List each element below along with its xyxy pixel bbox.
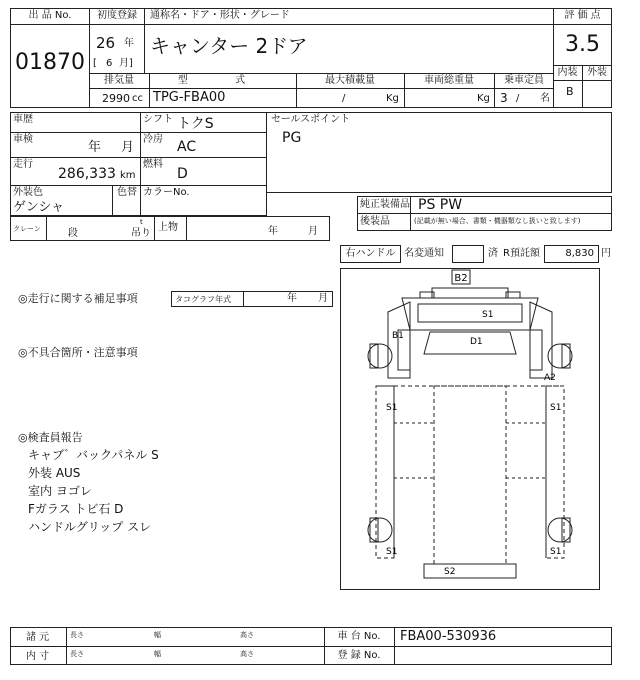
chassis-number: FBA00-530936 bbox=[400, 629, 497, 644]
tachograph-year-unit: 年 bbox=[287, 293, 297, 304]
right-hand-drive: 右ハンドル bbox=[345, 248, 396, 259]
gross-weight-unit: Kg bbox=[477, 93, 490, 104]
registration-month-unit: 月] bbox=[119, 58, 133, 69]
fuel: D bbox=[177, 166, 188, 182]
fuel-label: 燃料 bbox=[143, 159, 163, 170]
capacity-unit: 名 bbox=[540, 93, 550, 104]
registration-year-unit: 年 bbox=[124, 38, 134, 49]
size-label: 内 寸 bbox=[26, 651, 50, 662]
inspector-report-label: ◎検査員報告 bbox=[18, 431, 83, 444]
registration-number-label: 登 録 No. bbox=[337, 650, 381, 661]
max-load-label: 最大積載量 bbox=[325, 75, 375, 86]
inspector-line: ハンドルグリップ スレ bbox=[28, 520, 152, 534]
inspection-label: 車検 bbox=[13, 134, 33, 145]
capacity-separator: / bbox=[516, 93, 520, 104]
displacement-label: 排気量 bbox=[104, 75, 134, 86]
color-change-label: 色替 bbox=[117, 187, 137, 198]
mileage-label: 走行 bbox=[13, 159, 33, 170]
ac-label: 冷房 bbox=[143, 134, 163, 145]
model-name-label: 通称名・ドア・形状・グレード bbox=[150, 10, 290, 21]
name-change-box bbox=[452, 245, 484, 263]
tachograph-label: タコグラフ年式 bbox=[175, 295, 231, 304]
damage-mark: A2 bbox=[544, 373, 556, 383]
damage-mark: S1 bbox=[482, 310, 494, 320]
damage-mark: B1 bbox=[392, 331, 404, 341]
sales-point-label: セールスポイント bbox=[271, 114, 351, 125]
sales-point: PG bbox=[282, 130, 302, 146]
inspector-line: 室内 ヨゴレ bbox=[28, 484, 92, 498]
inspector-line: 外装 AUS bbox=[28, 466, 81, 480]
height-label: 高さ bbox=[240, 631, 254, 639]
inspector-line: Fガラス トビ石 D bbox=[28, 502, 124, 516]
displacement-unit: cc bbox=[132, 93, 143, 104]
color-code-label: カラーNo. bbox=[143, 187, 190, 198]
registration-label: 初度登録 bbox=[97, 10, 137, 21]
model-code: TPG-FBA00 bbox=[153, 90, 226, 105]
score-label: 評 価 点 bbox=[564, 10, 601, 21]
aftermarket-label: 後装品 bbox=[360, 216, 390, 227]
damage-mark: D1 bbox=[470, 337, 483, 347]
ac: AC bbox=[177, 139, 197, 155]
score: 3.5 bbox=[565, 32, 600, 57]
length-label: 長さ bbox=[70, 650, 84, 658]
max-load-unit: Kg bbox=[386, 93, 399, 104]
history-label: 車歴 bbox=[13, 114, 33, 125]
damage-mark: S1 bbox=[386, 403, 398, 413]
damage-mark: S1 bbox=[550, 547, 562, 557]
equipment: PS PW bbox=[418, 197, 463, 213]
lot-number: 01870 bbox=[15, 50, 85, 75]
registration-year: 26 bbox=[96, 34, 116, 52]
body-year-unit: 年 bbox=[268, 226, 278, 237]
gross-weight-label: 車両総重量 bbox=[424, 75, 474, 86]
registration-month: 6 bbox=[106, 58, 113, 69]
recycle-label: R預託額 bbox=[503, 248, 540, 259]
inspector-report-lines bbox=[28, 446, 159, 536]
displacement: 2990 bbox=[102, 92, 130, 105]
driving-notes-label: ◎走行に関する補足事項 bbox=[18, 292, 138, 305]
body-month-unit: 月 bbox=[308, 226, 318, 237]
chassis-number-label: 車 台 No. bbox=[337, 631, 381, 642]
shift-label: シフト bbox=[143, 114, 173, 125]
defects-label: ◎不具合箇所・注意事項 bbox=[18, 346, 138, 359]
color-label: 外装色 bbox=[13, 187, 43, 198]
capacity-label: 乗車定員 bbox=[504, 75, 544, 86]
inspector-line: キャブ゛バックパネル S bbox=[28, 448, 159, 462]
damage-mark: B2 bbox=[454, 273, 468, 284]
damage-mark: S1 bbox=[550, 403, 562, 413]
shift: トクS bbox=[177, 116, 214, 132]
mileage-unit: km bbox=[120, 170, 136, 181]
recycle-amount: 8,830 bbox=[565, 248, 594, 259]
equipment-label: 純正装備品 bbox=[360, 199, 410, 210]
capacity: 3 bbox=[500, 91, 508, 105]
damage-mark: S1 bbox=[386, 547, 398, 557]
inspection-month-unit: 月 bbox=[121, 140, 135, 155]
registration-month-open: [ bbox=[93, 58, 97, 69]
interior-grade: B bbox=[566, 85, 574, 98]
recycle-mark: 済 bbox=[488, 248, 498, 259]
recycle-unit: 円 bbox=[601, 248, 611, 259]
crane-stage-unit: 段 bbox=[68, 228, 78, 239]
color: ゲンシャ bbox=[13, 200, 65, 215]
width-label: 幅 bbox=[154, 650, 161, 658]
interior-grade-label: 内装 bbox=[557, 67, 578, 78]
mileage: 286,333 bbox=[58, 166, 116, 182]
max-load-separator: / bbox=[342, 93, 346, 104]
crane-lift-unit: 吊り bbox=[131, 228, 151, 239]
inspection-year-unit: 年 bbox=[88, 140, 102, 155]
crane-label: クレーン bbox=[13, 225, 41, 233]
damage-mark: S2 bbox=[444, 567, 456, 577]
lot-number-label: 出 品 No. bbox=[28, 10, 72, 21]
tachograph-month-unit: 月 bbox=[318, 293, 328, 304]
name-change-label: 名変通知 bbox=[404, 248, 444, 259]
crane-ton-unit: t bbox=[140, 218, 143, 226]
exterior-grade-label: 外装 bbox=[587, 67, 607, 78]
width-label: 幅 bbox=[154, 631, 161, 639]
model-code-label: 型 式 bbox=[177, 75, 268, 86]
spec-label: 諸 元 bbox=[26, 632, 50, 643]
truck-diagram bbox=[340, 268, 600, 590]
aftermarket-note: (記載が無い場合、書類・機器類なし扱いと致します) bbox=[414, 217, 581, 225]
length-label: 長さ bbox=[70, 631, 84, 639]
height-label: 高さ bbox=[240, 650, 254, 658]
model-name: キャンター 2ドア bbox=[150, 34, 308, 58]
body-label: 上物 bbox=[158, 222, 178, 233]
